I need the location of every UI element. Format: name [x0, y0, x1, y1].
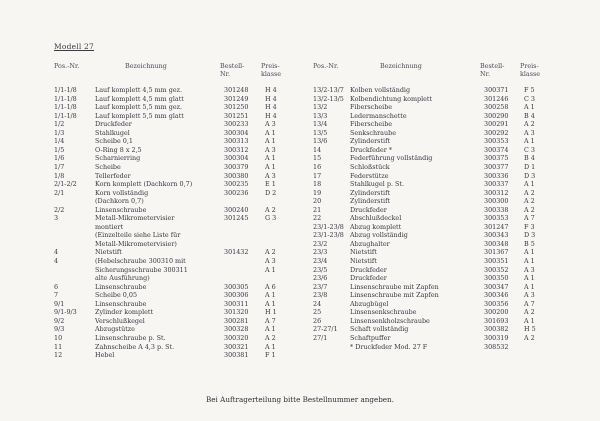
row-bez: Federstütze [350, 171, 389, 180]
row-pos: 9/1-9/3 [54, 308, 77, 317]
row-best: 300290 [484, 111, 509, 120]
row-bez: Scheibe 0,05 [95, 291, 138, 300]
model-title: Modell 27 [54, 42, 94, 51]
row-pos: 24 [313, 299, 322, 308]
row-pos: 3 [54, 214, 59, 223]
row-preis: E 1 [265, 180, 276, 189]
row-bez: Fiberscheibe [350, 103, 393, 112]
row-preis: A 1 [265, 325, 276, 334]
row-pos: 23/3 [313, 248, 328, 257]
row-pos: 13/4 [313, 120, 328, 129]
row-pos: 13/6 [313, 137, 328, 146]
row-pos: 1/7 [54, 162, 65, 171]
row-best: 300328 [224, 325, 249, 334]
row-pos: 1/6 [54, 154, 65, 163]
row-preis: A 7 [524, 299, 535, 308]
row-pos: 6 [54, 282, 59, 291]
row-bez: Zylinder komplett [95, 308, 154, 317]
row-preis: H 4 [265, 94, 277, 103]
row-best: 300291 [484, 120, 509, 129]
row-pos: 27-27/1 [313, 325, 338, 334]
row-preis: A 1 [265, 342, 276, 351]
row-best: 300319 [484, 333, 509, 342]
row-pos: 2/2 [54, 205, 65, 214]
row-pos: 9/2 [54, 316, 65, 325]
row-bez: Stahlkugel [95, 128, 130, 137]
row-bez: Druckfeder [95, 120, 132, 129]
row-best: 301367 [484, 248, 509, 257]
row-pos: 7 [54, 291, 59, 300]
row-best: 300351 [484, 257, 509, 265]
row-bez: (Hebelschraube 300310 mit [95, 257, 186, 265]
row-best: 300320 [224, 333, 249, 342]
row-pos: 2/1-2/2 [54, 180, 77, 189]
row-preis: A 3 [265, 171, 276, 180]
row-bez: Scharnierring [95, 154, 141, 163]
row-preis: A 6 [265, 282, 276, 291]
row-best: 300346 [484, 291, 509, 300]
row-preis: H 4 [265, 111, 277, 120]
row-preis: D 3 [524, 171, 536, 180]
row-best: 300200 [484, 308, 509, 317]
row-preis: A 1 [265, 291, 276, 300]
row-bez: Linsenschraube [95, 282, 147, 291]
row-best: 301250 [224, 103, 249, 112]
row-preis: B 4 [524, 154, 535, 163]
row-pos: 2/1 [54, 188, 65, 197]
row-pos: 23/6 [313, 274, 328, 283]
row-preis: H 4 [265, 103, 277, 112]
row-best: 300304 [224, 154, 249, 163]
row-best: 300350 [484, 274, 509, 283]
row-pos: 4 [54, 248, 59, 257]
row-best: 300343 [484, 231, 509, 240]
row-pos: 20 [313, 197, 322, 206]
row-preis: A 2 [524, 188, 535, 197]
row-bez: Abzug komplett [350, 222, 402, 231]
row-pos: 25 [313, 308, 322, 317]
row-bez: Zahnscheibe A 4,3 p. St. [95, 342, 175, 351]
row-best: 300258 [484, 103, 509, 112]
row-best: 300240 [224, 205, 249, 214]
row-preis: A 1 [265, 265, 276, 274]
row-best: 300353 [484, 137, 509, 146]
row-pos: 23/5 [313, 265, 328, 274]
row-bez: Abzughalter [350, 239, 390, 248]
row-bez: Druckfeder [350, 265, 387, 274]
row-best: 300337 [484, 180, 509, 189]
row-best: 301432 [224, 248, 249, 257]
row-bez: Linsenschraube mit Zapfen [350, 282, 439, 291]
row-best: 301320 [224, 308, 249, 317]
row-best: 300352 [484, 265, 509, 274]
row-pos: 14 [313, 145, 322, 154]
column-header-bez: Bezeichnung [125, 62, 167, 70]
row-best: 301247 [484, 222, 509, 231]
row-bez: Hebel [95, 351, 115, 360]
row-pos: 18 [313, 180, 322, 189]
row-best: 300336 [484, 171, 509, 180]
row-bez: Zylinderstift [350, 197, 391, 206]
row-preis: A 2 [524, 205, 535, 214]
row-preis: A 2 [265, 333, 276, 342]
row-pos: 1/2 [54, 120, 65, 129]
row-preis: H 4 [265, 86, 277, 94]
row-preis: A 2 [524, 333, 535, 342]
row-pos: 17 [313, 171, 322, 180]
row-bez: alte Ausführung) [95, 274, 150, 283]
row-pos: 1/3 [54, 128, 65, 137]
row-bez: (Dachkorn 0,7) [95, 197, 144, 206]
row-pos: 11 [54, 342, 63, 351]
row-preis: A 7 [524, 214, 535, 223]
row-bez: Lauf komplett 5,5 mm glatt [95, 111, 184, 120]
column-header-best: Bestell- Nr. [220, 62, 245, 78]
row-bez: Verschlußkegel [95, 316, 145, 325]
row-best: 301693 [484, 316, 509, 325]
row-pos: 23/1-23/8 [313, 231, 344, 240]
row-preis: F 5 [524, 86, 535, 94]
row-preis: B 4 [524, 111, 535, 120]
row-bez: Tellerfeder [95, 171, 131, 180]
row-bez: Korn komplett (Dachkorn 0,7) [95, 180, 193, 189]
row-bez: Druckfeder [350, 274, 387, 283]
row-preis: A 1 [524, 316, 535, 325]
row-bez: Scheibe 0,1 [95, 137, 133, 146]
row-bez: Abzugbügel [350, 299, 389, 308]
row-bez: Nietstift [95, 248, 122, 257]
row-preis: A 2 [265, 248, 276, 257]
row-preis: A 1 [524, 274, 535, 283]
row-pos: 1/1-1/8 [54, 111, 77, 120]
row-pos: 12 [54, 351, 63, 360]
row-preis: A 1 [524, 103, 535, 112]
row-preis: A 1 [265, 299, 276, 308]
row-pos: 1/1-1/8 [54, 94, 77, 103]
row-bez: Kolbendichtung komplett [350, 94, 433, 103]
row-best: 300382 [484, 325, 509, 334]
row-bez: Abschlußdeckel [350, 214, 402, 223]
column-header-preis: Preis- klasse [261, 62, 282, 78]
row-bez: (Einzelteile siehe Liste für [95, 231, 181, 240]
row-best: 300300 [484, 197, 509, 206]
row-pos: 13/2 [313, 103, 328, 112]
row-best: 300311 [224, 299, 249, 308]
row-bez: Linsenschraube [95, 299, 147, 308]
row-pos: 23/2 [313, 239, 328, 248]
row-preis: A 3 [265, 120, 276, 129]
row-pos: 23/1-23/8 [313, 222, 344, 231]
row-pos: 4 [54, 257, 59, 265]
row-bez: Fiberscheibe [350, 120, 393, 129]
row-pos: 13/2-13/5 [313, 94, 344, 103]
row-preis: H 1 [265, 308, 277, 317]
row-best: 300306 [224, 291, 249, 300]
row-preis: A 3 [524, 128, 535, 137]
row-preis: A 2 [524, 120, 535, 129]
row-best: 301251 [224, 111, 249, 120]
row-preis: A 1 [524, 282, 535, 291]
row-best: 308532 [484, 342, 509, 351]
row-preis: B 5 [524, 239, 535, 248]
row-preis: D 1 [524, 162, 536, 171]
row-bez: Druckfeder [350, 205, 387, 214]
row-preis: A 1 [265, 162, 276, 171]
row-bez: Scheibe [95, 162, 121, 171]
row-best: 301246 [484, 94, 509, 103]
row-preis: A 1 [524, 137, 535, 146]
row-bez: Lauf komplett 5,5 mm gez. [95, 103, 183, 112]
row-bez: Korn vollständig [95, 188, 149, 197]
row-preis: A 7 [265, 316, 276, 325]
row-best: 301249 [224, 94, 249, 103]
row-bez: Druckfeder * [350, 145, 393, 154]
row-bez: Lauf komplett 4,5 mm gez. [95, 86, 183, 94]
row-preis: A 1 [524, 257, 535, 265]
row-preis: A 3 [265, 257, 276, 265]
row-pos: 1/4 [54, 137, 65, 146]
row-best: 300374 [484, 145, 509, 154]
row-pos: 19 [313, 188, 322, 197]
row-preis: A 2 [265, 205, 276, 214]
row-pos: 23/7 [313, 282, 328, 291]
row-bez: * Druckfeder Mod. 27 F [350, 342, 428, 351]
row-bez: Sicherungsschraube 300311 [95, 265, 188, 274]
row-preis: D 2 [265, 188, 277, 197]
row-pos: 13/3 [313, 111, 328, 120]
row-bez: O-Ring 8 x 2,5 [95, 145, 142, 154]
row-best: 301248 [224, 86, 249, 94]
row-preis: H 5 [524, 325, 536, 334]
row-bez: Schaft vollständig [350, 325, 409, 334]
row-bez: Linsenschraube mit Zapfen [350, 291, 439, 300]
row-best: 300371 [484, 86, 509, 94]
row-bez: Zylinderstift [350, 188, 391, 197]
row-bez: Zylinderstift [350, 137, 391, 146]
row-pos: 1/8 [54, 171, 65, 180]
row-preis: A 3 [524, 291, 535, 300]
row-pos: 23/8 [313, 291, 328, 300]
row-preis: G 3 [265, 214, 277, 223]
row-bez: Metall-Mikrometervisier [95, 214, 175, 223]
row-pos: 9/3 [54, 325, 65, 334]
row-bez: Schaftpuffer [350, 333, 391, 342]
row-pos: 1/1-1/8 [54, 86, 77, 94]
row-bez: Stahlkugel p. St. [350, 180, 404, 189]
row-pos: 1/5 [54, 145, 65, 154]
row-pos: 16 [313, 162, 322, 171]
row-bez: Ledermanschette [350, 111, 407, 120]
column-header-pos: Pos.-Nr. [54, 62, 80, 70]
row-pos: 10 [54, 333, 63, 342]
row-best: 300321 [224, 342, 249, 351]
row-bez: Linsenschraube [95, 205, 147, 214]
row-preis: A 1 [265, 154, 276, 163]
row-best: 300379 [224, 162, 249, 171]
column-header-preis: Preis- klasse [520, 62, 541, 78]
row-bez: Abzug vollständig [350, 231, 408, 240]
row-preis: A 3 [524, 265, 535, 274]
row-best: 300313 [224, 137, 249, 146]
row-preis: A 1 [524, 180, 535, 189]
row-best: 300235 [224, 180, 249, 189]
row-pos: 22 [313, 214, 322, 223]
row-preis: A 2 [524, 308, 535, 317]
row-pos: 13/5 [313, 128, 328, 137]
column-header-bez: Bezeichnung [380, 62, 422, 70]
row-best: 300292 [484, 128, 509, 137]
row-pos: 23/4 [313, 257, 328, 265]
row-bez: Metall-Mikrometervisier) [95, 239, 177, 248]
row-bez: Nietstift [350, 257, 377, 265]
row-best: 300356 [484, 299, 509, 308]
row-best: 300233 [224, 120, 249, 129]
row-best: 300338 [484, 205, 509, 214]
row-best: 300236 [224, 188, 249, 197]
column-header-best: Bestell- Nr. [480, 62, 505, 78]
row-best: 300304 [224, 128, 249, 137]
row-bez: Linsenschraube p. St. [95, 333, 166, 342]
row-preis: D 3 [524, 231, 536, 240]
row-bez: Senkschraube [350, 128, 396, 137]
row-pos: 27/1 [313, 333, 328, 342]
row-pos: 21 [313, 205, 322, 214]
row-best: 300305 [224, 282, 249, 291]
column-header-pos: Pos.-Nr. [313, 62, 339, 70]
row-preis: A 1 [265, 128, 276, 137]
row-pos: 13/2-13/7 [313, 86, 344, 94]
row-preis: A 1 [265, 137, 276, 146]
row-bez: Federführung vollständig [350, 154, 433, 163]
row-pos: 26 [313, 316, 322, 325]
row-best: 300381 [224, 351, 249, 360]
row-best: 300312 [224, 145, 249, 154]
row-best: 301245 [224, 214, 249, 223]
row-best: 300312 [484, 188, 509, 197]
row-bez: Lauf komplett 4,5 mm glatt [95, 94, 184, 103]
footer-note: Bei Auftragerteilung bitte Bestellnummer angeben. [206, 395, 394, 404]
row-best: 300377 [484, 162, 509, 171]
row-preis: A 1 [524, 248, 535, 257]
row-best: 300353 [484, 214, 509, 223]
row-bez: Linsensenkholzschraube [350, 316, 430, 325]
row-bez: Abzugstütze [95, 325, 135, 334]
row-best: 300347 [484, 282, 509, 291]
row-bez: Linsensenkschraube [350, 308, 417, 317]
row-preis: F 1 [265, 351, 276, 360]
row-preis: A 3 [265, 145, 276, 154]
row-preis: C 3 [524, 145, 535, 154]
row-best: 300348 [484, 239, 509, 248]
row-bez: Nietstift [350, 248, 377, 257]
row-preis: C 3 [524, 94, 535, 103]
row-bez: Schloßstück [350, 162, 390, 171]
row-best: 300375 [484, 154, 509, 163]
row-pos: 1/1-1/8 [54, 103, 77, 112]
row-best: 300380 [224, 171, 249, 180]
row-bez: montiert [95, 222, 124, 231]
row-bez: Kolben vollständig [350, 86, 411, 94]
row-pos: 15 [313, 154, 322, 163]
row-preis: A 2 [524, 197, 535, 206]
row-pos: 9/1 [54, 299, 65, 308]
row-best: 300281 [224, 316, 249, 325]
row-preis: F 3 [524, 222, 535, 231]
